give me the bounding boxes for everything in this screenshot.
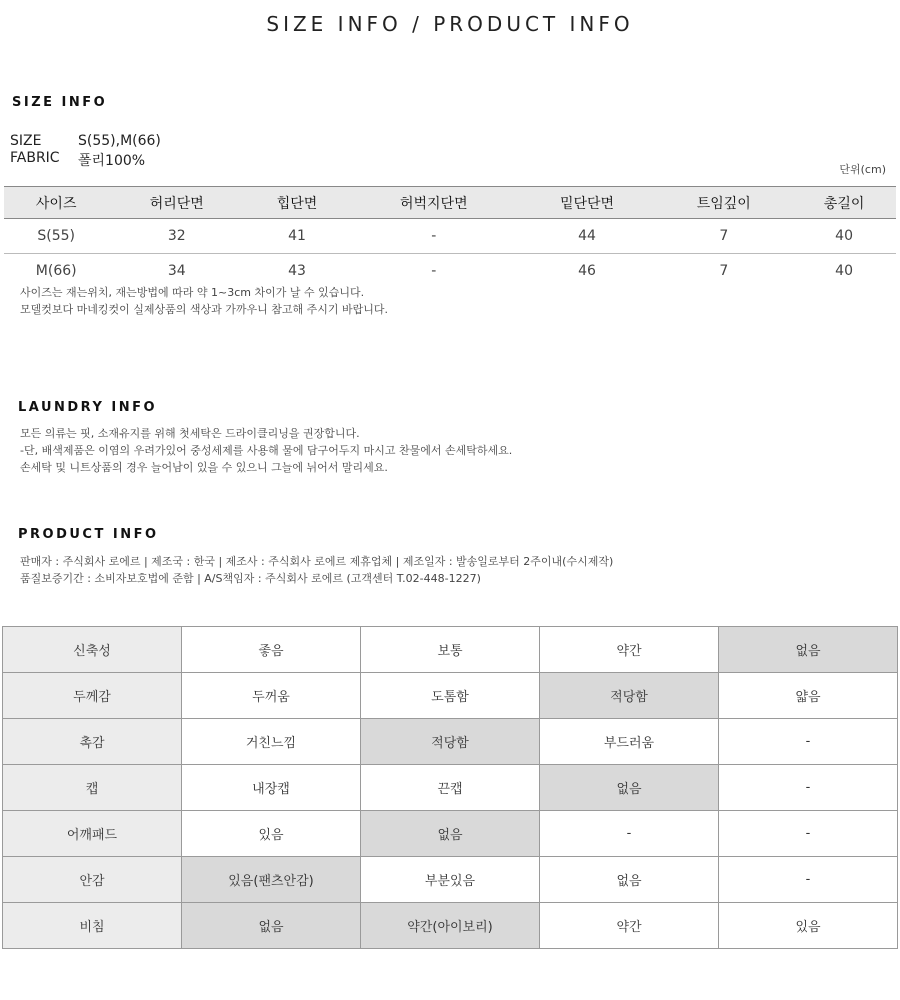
attribute-option: 내장캡 [182,765,361,811]
size-note-line: 사이즈는 재는위치, 재는방법에 따라 약 1~3cm 차이가 날 수 있습니다. [20,286,365,299]
attribute-option: 약간(아이보리) [361,903,540,949]
size-spec-row [10,133,161,149]
fabric-attributes-table [2,626,898,949]
header-size: 사이즈 [4,187,108,219]
laundry-line: 손세탁 및 니트상품의 경우 늘어남이 있을 수 있으니 그늘에 뉘어서 말리세요. [20,461,388,474]
attribute-option: 있음 [182,811,361,857]
attribute-label: 신축성 [3,627,182,673]
table-cell: 40 [835,263,853,279]
attribute-option: 있음(팬츠안감) [182,857,361,903]
attribute-option: - [719,765,898,811]
attribute-label: 두께감 [3,673,182,719]
attribute-option: 거친느낌 [182,719,361,765]
size-notes [20,284,388,318]
attribute-option: 끈캡 [361,765,540,811]
attribute-row [3,627,898,673]
attribute-label: 촉감 [3,719,182,765]
attribute-row [3,719,898,765]
product-notes [20,553,613,587]
header-waist: 허리단면 [108,187,245,219]
attribute-option: - [719,857,898,903]
size-value: S(55),M(66) [78,133,161,149]
attribute-label: 캡 [3,765,182,811]
product-info-heading: PRODUCT INFO [18,527,159,542]
table-row [4,254,896,289]
table-cell: M(66) [35,263,77,279]
size-table [4,186,896,288]
attribute-row [3,857,898,903]
attribute-option: - [719,719,898,765]
table-cell: 34 [167,263,186,279]
attribute-option: 없음 [361,811,540,857]
attribute-option: 적당함 [540,673,719,719]
table-cell: 32 [108,219,245,254]
attribute-option: 부드러움 [540,719,719,765]
product-line: 품질보증기간 : 소비자보호법에 준함 | A/S책임자 : 주식회사 로에르 (고객센터 T.02-448-1227) [20,572,481,585]
attribute-row [3,765,898,811]
laundry-line: 모든 의류는 핏, 소재유지를 위해 첫세탁은 드라이클리닝을 권장합니다. [20,427,360,440]
attribute-option: 두꺼움 [182,673,361,719]
fabric-spec-row [10,150,145,170]
size-info-heading: SIZE INFO [12,95,108,110]
table-cell: 46 [578,263,596,279]
table-cell: S(55) [4,219,108,254]
table-row [4,219,896,254]
laundry-line: -단, 배색제품은 이염의 우려가있어 중성세제를 사용해 물에 담구어두지 마시고 찬물에서 손세탁하세요. [20,444,513,457]
attribute-option: 약간 [540,903,719,949]
attribute-option: 없음 [182,903,361,949]
unit-note: 단위(cm) [839,163,886,176]
table-cell: 7 [655,219,792,254]
product-line: 판매자 : 주식회사 로에르 | 제조국 : 한국 | 제조사 : 주식회사 로에르 제휴업체 | 제조일자 : 발송일로부터 2주이내(수시제작) [20,555,614,568]
attribute-option: 약간 [540,627,719,673]
attribute-row [3,903,898,949]
size-table-header [4,187,896,219]
size-note-line: 모델컷보다 마네킹컷이 실제상품의 색상과 가까우니 참고해 주시기 바랍니다. [20,303,389,316]
attribute-option: 도톰함 [361,673,540,719]
table-cell: - [431,263,437,279]
attribute-label: 비침 [3,903,182,949]
header-total-length: 총길이 [792,187,896,219]
header-hip: 힙단면 [245,187,349,219]
attribute-option: - [540,811,719,857]
attribute-label: 안감 [3,857,182,903]
header-hem: 밑단단면 [519,187,656,219]
attribute-option: 없음 [719,627,898,673]
laundry-info-heading: LAUNDRY INFO [18,400,158,415]
header-thigh: 허벅지단면 [349,187,519,219]
attribute-option: 좋음 [182,627,361,673]
attribute-option: 보통 [361,627,540,673]
attribute-label: 어깨패드 [3,811,182,857]
attribute-option: - [719,811,898,857]
table-cell: 43 [288,263,306,279]
header-slit-depth: 트임깊이 [655,187,792,219]
page-title: SIZE INFO / PRODUCT INFO [266,12,634,36]
attribute-option: 없음 [540,765,719,811]
attribute-option: 있음 [719,903,898,949]
fabric-key: FABRIC [10,150,60,166]
table-cell: - [349,219,519,254]
size-key: SIZE [10,133,42,149]
attribute-row [3,673,898,719]
table-cell: 40 [792,219,896,254]
attribute-option: 얇음 [719,673,898,719]
attribute-option: 적당함 [361,719,540,765]
attribute-option: 부분있음 [361,857,540,903]
laundry-notes [20,425,512,476]
attribute-option: 없음 [540,857,719,903]
table-cell: 44 [519,219,656,254]
table-cell: 41 [245,219,349,254]
attribute-row [3,811,898,857]
fabric-value: 폴리100% [78,153,146,169]
table-cell: 7 [719,263,729,279]
